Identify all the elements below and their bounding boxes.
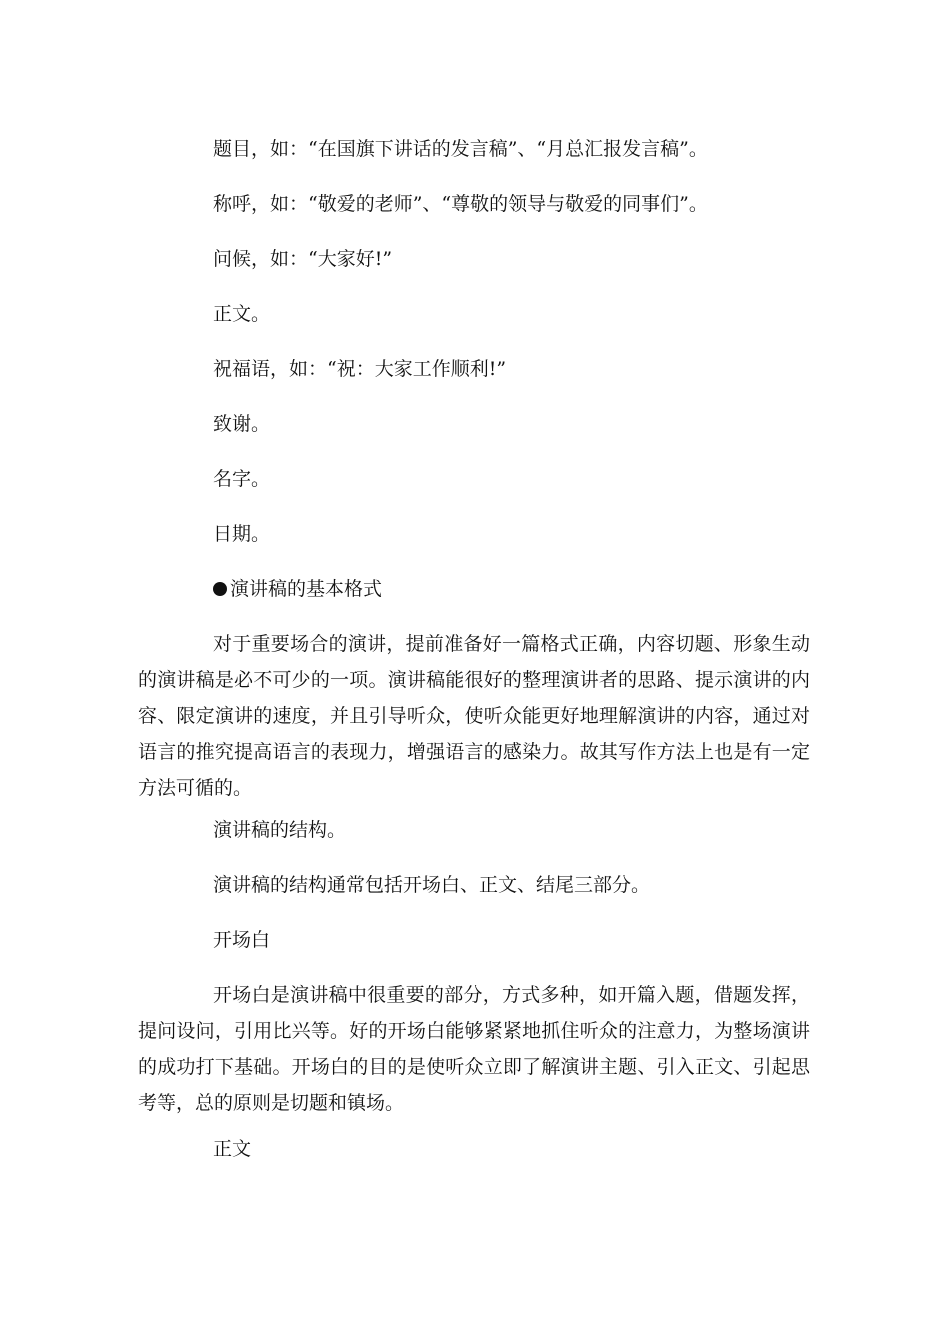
format-item-blessing: 祝福语，如：“祝：大家工作顺利!”: [213, 358, 507, 380]
format-item-name: 名字。: [213, 468, 271, 490]
body-title: 正文: [213, 1138, 252, 1160]
format-item-date: 日期。: [213, 523, 271, 545]
intro-paragraph: 对于重要场合的演讲，提前准备好一篇格式正确，内容切题、形象生动的演讲稿是必不可少的一项。演讲稿能很好的整理演讲者的思路、提示演讲的内容、限定演讲的速度，并且引导听众，使听众能更好地理解演讲的内容，通过对语言的推究提高语言的表现力，增强语言的感染力。故其写作方法上也是有一定方法可循的。: [138, 633, 810, 799]
structure-description: 演讲稿的结构通常包括开场白、正文、结尾三部分。: [213, 874, 651, 896]
format-item-body: 正文。: [213, 303, 271, 325]
bullet-icon: [213, 582, 227, 596]
section-heading-text: 演讲稿的基本格式: [230, 578, 383, 600]
format-item-salutation: 称呼，如：“敬爱的老师”、“尊敬的领导与敬爱的同事们”。: [213, 193, 708, 215]
opening-paragraph: 开场白是演讲稿中很重要的部分，方式多种，如开篇入题，借题发挥，提问设问，引用比兴等。好的开场白能够紧紧地抓住听众的注意力，为整场演讲的成功打下基础。开场白的目的是使听众立即了解演讲主题、引入正文、引起思考等，总的原则是切题和镇场。: [138, 984, 810, 1114]
structure-title: 演讲稿的结构。: [213, 819, 347, 841]
format-item-thanks: 致谢。: [213, 413, 271, 435]
format-item-greeting: 问候，如：“大家好!”: [213, 248, 393, 270]
format-item-title: 题目，如：“在国旗下讲话的发言稿”、“月总汇报发言稿”。: [213, 138, 708, 160]
opening-title: 开场白: [213, 929, 271, 951]
section-heading: [213, 577, 382, 601]
